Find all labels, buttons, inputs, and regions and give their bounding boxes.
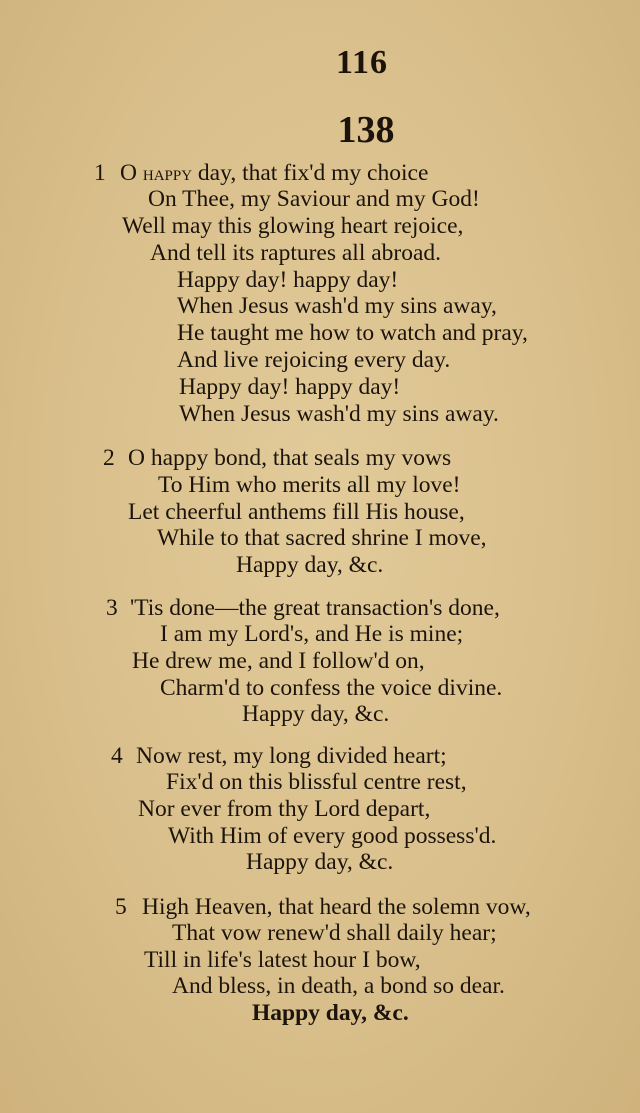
verse-line: Happy day, &c. [252,1000,409,1026]
verse-line: Happy day, &c. [242,701,390,727]
verse-line: Happy day, &c. [236,552,384,578]
verse-line: O happy bond, that seals my vows [128,445,452,471]
page-number: 116 [335,44,389,81]
verse-line: Happy day! happy day! [179,374,401,400]
verse-line: Happy day! happy day! [177,267,399,293]
verse-line: And tell its raptures all abroad. [150,240,442,266]
verse-line: And bless, in death, a bond so dear. [172,973,505,999]
verse-line: To Him who merits all my love! [158,472,461,498]
verse-line: While to that sacred shrine I move, [157,525,487,551]
verse-number: 5 [115,894,127,920]
verse-line: With Him of every good possess'd. [168,823,497,849]
verse-smallcaps-word: happy [142,161,193,185]
hymn-number: 138 [337,109,395,151]
verse-first-rest: day, that fix'd my choice [197,160,429,186]
verse-number: 2 [103,445,115,471]
verse-line: Well may this glowing heart rejoice, [122,213,464,239]
verse-line: I am my Lord's, and He is mine; [160,621,464,647]
verse-line: And live rejoicing every day. [177,347,451,373]
verse-line: Nor ever from thy Lord depart, [138,796,431,822]
verse-line [120,159,428,187]
verse-line: He taught me how to watch and pray, [177,320,528,346]
verse-line: Charm'd to confess the voice divine. [160,675,503,701]
verse-number: 4 [111,743,123,769]
verse-line: Let cheerful anthems fill His house, [128,499,465,525]
verse-line: That vow renew'd shall daily hear; [172,920,497,946]
verse-line: Now rest, my long divided heart; [136,743,447,769]
verse-line: Fix'd on this blissful centre rest, [166,769,467,795]
verse-line: When Jesus wash'd my sins away. [179,401,499,427]
verse-line: Till in life's latest hour I bow, [144,947,421,973]
verse-line: He drew me, and I follow'd on, [132,648,425,674]
verse-line: 'Tis done—the great transaction's done, [130,595,500,621]
verse-line: High Heaven, that heard the solemn vow, [142,894,531,920]
verse-number: 3 [106,595,118,621]
verse-line: When Jesus wash'd my sins away, [177,293,497,319]
verse-line: Happy day, &c. [246,849,394,875]
verse-line: On Thee, my Saviour and my God! [148,186,480,212]
verse-number: 1 [94,160,106,186]
verse-first-word: O [120,160,137,186]
